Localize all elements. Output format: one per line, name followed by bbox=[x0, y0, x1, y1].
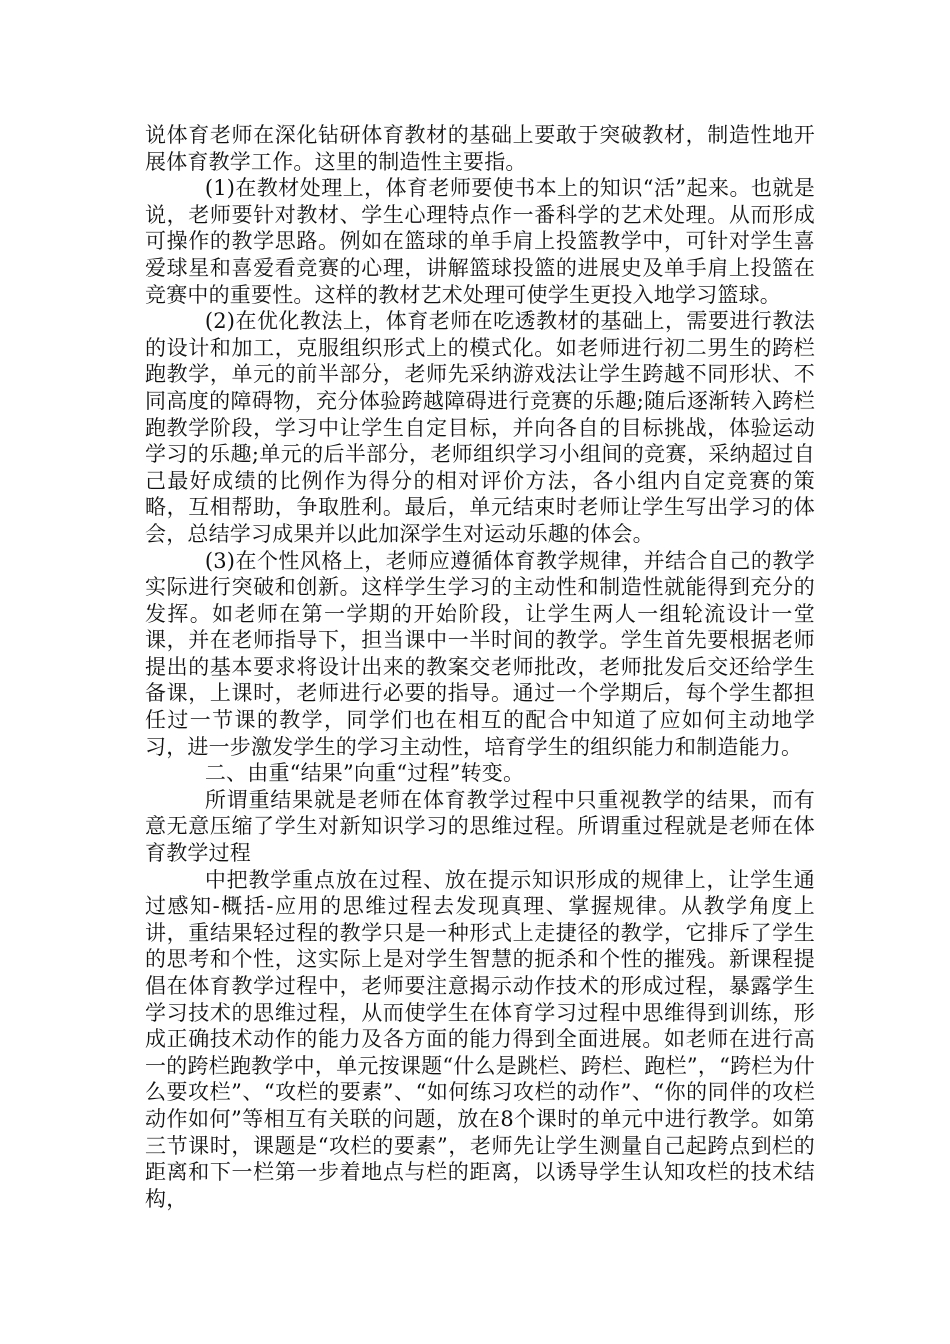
paragraph-item-3: (3)在个性风格上，老师应遵循体育教学规律，并结合自己的教学实际进行突破和创新。这样学生学习的主动性和制造性就能得到充分的发挥。如老师在第一学期的开始阶段，让学生两人一组轮流设计一堂课，并在老师指导下，担当课中一半时间的教学。学生首先要根据老师提出的基本要求将设计出来的教案交老师批改，老师批发后交还给学生备课，上课时，老师进行必要的指导。通过一个学期后，每个学生都担任过一节课的教学，同学们也在相互的配合中知道了应如何主动地学习，进一步激发学生的学习主动性，培育学生的组织能力和制造能力。 bbox=[145, 548, 815, 759]
section-heading: 二、由重“结果”向重“过程”转变。 bbox=[204, 761, 525, 786]
paragraph-process: 中把教学重点放在过程、放在提示知识形成的规律上，让学生通过感知-概括-应用的思维过程去发现真理、掌握规律。从教学角度上讲，重结果轻过程的教学只是一种形式上走捷径的教学，它排斥了学生的思考和个性，这实际上是对学生智慧的扼杀和个性的摧残。新课程提倡在体育教学过程中，老师要注意揭示动作技术的形成过程，暴露学生学习技术的思维过程，从而使学生在体育学习过程中思维得到训练，形成正确技术动作的能力及各方面的能力得到全面进展。如老师在进行高一的跨栏跑教学中，单元按课题“什么是跳栏、跨栏、跑栏”，“跨栏为什么要攻栏”、“攻栏的要素”、“如何练习攻栏的动作”、“你的同伴的攻栏动作如何”等相互有关联的问题，放在8个课时的单元中进行教学。如第三节课时，课题是“攻栏的要素”，老师先让学生测量自己起跨点到栏的距离和下一栏第一步着地点与栏的距离，以诱导学生认知攻栏的技术结构， bbox=[145, 867, 815, 1211]
document-body bbox=[145, 122, 815, 1212]
paragraph-continuation: 说体育老师在深化钻研体育教材的基础上要敢于突破教材，制造性地开展体育教学工作。这里的制造性主要指。 bbox=[145, 123, 815, 174]
paragraph-item-2: (2)在优化教法上，体育老师在吃透教材的基础上，需要进行教法的设计和加工，克服组织形式上的模式化。如老师进行初二男生的跨栏跑教学，单元的前半部分，老师先采纳游戏法让学生跨越不同形状、不同高度的障碍物，充分体验跨越障碍进行竞赛的乐趣;随后逐渐转入跨栏跑教学阶段，学习中让学生自定目标，并向各自的目标挑战，体验运动学习的乐趣;单元的后半部分，老师组织学习小组间的竞赛，采纳超过自己最好成绩的比例作为得分的相对评价方法，各小组内自定竞赛的策略，互相帮助，争取胜利。最后，单元结束时老师让学生写出学习的体会，总结学习成果并以此加深学生对运动乐趣的体会。 bbox=[145, 309, 815, 546]
paragraph-definition: 所谓重结果就是老师在体育教学过程中只重视教学的结果，而有意无意压缩了学生对新知识学习的思维过程。所谓重过程就是老师在体育教学过程 bbox=[145, 787, 815, 866]
paragraph-item-1: (1)在教材处理上，体育老师要使书本上的知识“活”起来。也就是说，老师要针对教材、学生心理特点作一番科学的艺术处理。从而形成可操作的教学思路。例如在篮球的单手肩上投篮教学中，可针对学生喜爱球星和喜爱看竞赛的心理，讲解篮球投篮的进展史及单手肩上投篮在竞赛中的重要性。这样的教材艺术处理可使学生更投入地学习篮球。 bbox=[145, 176, 815, 307]
